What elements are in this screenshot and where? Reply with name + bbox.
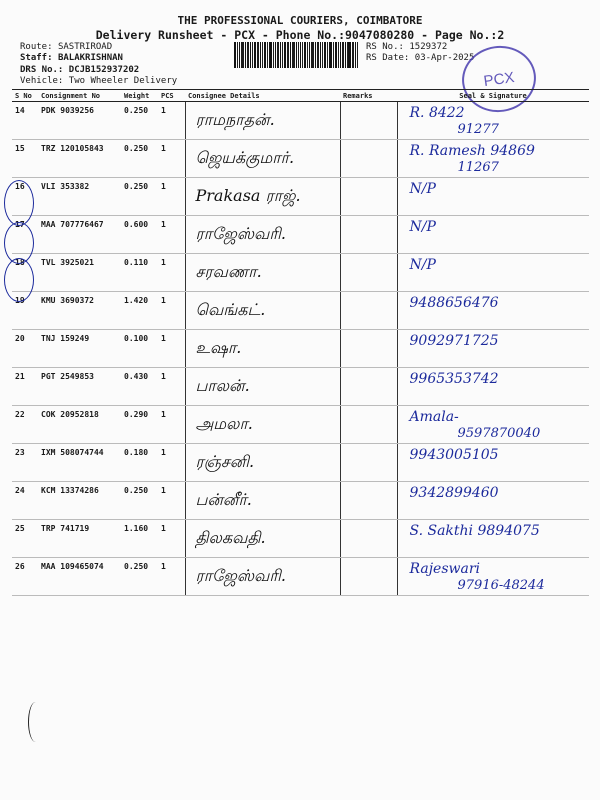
row-remarks	[340, 292, 397, 330]
route-line: Route: SASTRIROAD	[20, 42, 113, 52]
col-pcs: PCS	[158, 90, 185, 102]
row-pcs: 1	[158, 558, 185, 596]
row-pcs: 1	[158, 292, 185, 330]
table-header	[12, 90, 589, 102]
row-remarks	[340, 330, 397, 368]
row-pcs: 1	[158, 444, 185, 482]
runsheet-subtitle: Delivery Runsheet - PCX - Phone No.:9047080280 - Page No.:2	[95, 28, 505, 42]
signature-handwriting: 9342899460	[409, 485, 499, 501]
row-sno: 15	[12, 140, 38, 178]
table-row	[12, 254, 589, 292]
row-remarks	[340, 368, 397, 406]
row-seal-signature	[397, 330, 589, 368]
row-weight: 0.100	[121, 330, 158, 368]
signature-handwriting: N/P	[409, 181, 436, 197]
row-pcs: 1	[158, 406, 185, 444]
row-weight: 0.250	[121, 482, 158, 520]
consignee-handwriting: ராஜேஸ்வரி.	[195, 224, 286, 243]
table-row	[12, 102, 589, 140]
row-sno: 23	[12, 444, 38, 482]
consignee-handwriting: வெங்கட்.	[195, 300, 266, 319]
runsheet-table	[12, 89, 589, 596]
signature-handwriting: N/P	[409, 257, 436, 273]
table-row	[12, 406, 589, 444]
row-consignment-no: TNJ 159249	[38, 330, 121, 368]
signature-handwriting-2: 11267	[457, 160, 499, 175]
row-consignee-details	[185, 520, 340, 558]
row-weight: 0.250	[121, 102, 158, 140]
row-seal-signature	[397, 178, 589, 216]
rs-date-value: 03-Apr-2025	[414, 53, 475, 63]
row-seal-signature	[397, 216, 589, 254]
staff-line: Staff: BALAKRISHNAN	[20, 53, 123, 63]
consignee-handwriting: Prakasa ராஜ்.	[195, 186, 301, 205]
consignee-handwriting: திலகவதி.	[195, 528, 266, 547]
row-seal-signature	[397, 444, 589, 482]
row-consignee-details	[185, 178, 340, 216]
signature-handwriting: R. Ramesh 94869	[409, 143, 535, 159]
table-row	[12, 558, 589, 596]
row-consignment-no: TVL 3925021	[38, 254, 121, 292]
signature-handwriting: 9092971725	[409, 333, 499, 349]
consignee-handwriting: ராஜேஸ்வரி.	[195, 566, 286, 585]
pen-circle-18	[4, 258, 34, 302]
signature-handwriting: N/P	[409, 219, 436, 235]
signature-handwriting: 9943005105	[409, 447, 499, 463]
consignee-handwriting: அமலா.	[195, 414, 253, 433]
route-value: SASTRIROAD	[57, 42, 113, 52]
row-sno: 24	[12, 482, 38, 520]
row-sno: 21	[12, 368, 38, 406]
row-seal-signature	[397, 102, 589, 140]
row-consignee-details	[185, 330, 340, 368]
row-consignee-details	[185, 254, 340, 292]
table-row	[12, 330, 589, 368]
row-sno: 16	[12, 178, 38, 216]
row-seal-signature	[397, 368, 589, 406]
row-pcs: 1	[158, 140, 185, 178]
row-sno: 19	[12, 292, 38, 330]
row-seal-signature	[397, 520, 589, 558]
signature-handwriting: 9488656476	[409, 295, 499, 311]
row-remarks	[340, 558, 397, 596]
row-sno: 22	[12, 406, 38, 444]
row-consignment-no: VLI 353382	[38, 178, 121, 216]
rs-date-line: RS Date: 03-Apr-2025	[366, 53, 475, 63]
table-row	[12, 368, 589, 406]
row-pcs: 1	[158, 482, 185, 520]
row-consignee-details	[185, 368, 340, 406]
barcode	[234, 42, 359, 68]
row-weight: 0.290	[121, 406, 158, 444]
consignee-handwriting: பாலன்.	[195, 376, 250, 395]
pen-circle-16	[4, 180, 34, 226]
row-consignee-details	[185, 292, 340, 330]
row-seal-signature	[397, 292, 589, 330]
row-sno: 20	[12, 330, 38, 368]
table-row	[12, 520, 589, 558]
row-pcs: 1	[158, 216, 185, 254]
row-weight: 0.110	[121, 254, 158, 292]
signature-handwriting: R. 8422	[409, 105, 465, 121]
row-weight: 0.250	[121, 178, 158, 216]
row-remarks	[340, 140, 397, 178]
drs-line: DRS No.: DCJB152937202	[20, 65, 140, 75]
table-row	[12, 292, 589, 330]
table-row	[12, 140, 589, 178]
row-consignee-details	[185, 102, 340, 140]
row-remarks	[340, 216, 397, 254]
row-consignee-details	[185, 140, 340, 178]
vehicle-line: Vehicle: Two Wheeler Delivery	[20, 76, 178, 86]
row-consignment-no: TRZ 120105843	[38, 140, 121, 178]
company-title: THE PROFESSIONAL COURIERS, COIMBATORE	[177, 14, 423, 27]
row-pcs: 1	[158, 368, 185, 406]
signature-handwriting: Amala-	[409, 409, 459, 425]
row-seal-signature	[397, 140, 589, 178]
table-row	[12, 444, 589, 482]
row-weight: 0.250	[121, 140, 158, 178]
row-consignee-details	[185, 482, 340, 520]
row-seal-signature	[397, 254, 589, 292]
row-remarks	[340, 102, 397, 140]
row-consignment-no: KCM 13374286	[38, 482, 121, 520]
signature-handwriting-2: 9597870040	[457, 426, 541, 441]
col-consignment: Consignment No	[38, 90, 121, 102]
signature-handwriting-2: 97916-48244	[457, 578, 545, 593]
row-consignment-no: KMU 3690372	[38, 292, 121, 330]
row-seal-signature	[397, 406, 589, 444]
consignee-handwriting: பன்னீர்.	[195, 490, 252, 509]
row-sno: 26	[12, 558, 38, 596]
row-weight: 0.180	[121, 444, 158, 482]
staff-value: BALAKRISHNAN	[57, 53, 123, 63]
table-row	[12, 178, 589, 216]
pcx-stamp: PCX	[458, 41, 540, 117]
row-remarks	[340, 178, 397, 216]
col-sno: S No	[12, 90, 38, 102]
row-consignment-no: COK 20952818	[38, 406, 121, 444]
signature-handwriting: S. Sakthi 9894075	[409, 523, 540, 539]
row-remarks	[340, 406, 397, 444]
rs-no-value: 1529372	[409, 42, 448, 52]
consignee-handwriting: ரஞ்சனி.	[195, 452, 255, 471]
row-seal-signature	[397, 558, 589, 596]
consignee-handwriting: உஷா.	[195, 338, 242, 357]
row-pcs: 1	[158, 102, 185, 140]
row-remarks	[340, 254, 397, 292]
signature-handwriting: 9965353742	[409, 371, 499, 387]
row-weight: 0.600	[121, 216, 158, 254]
table-row	[12, 482, 589, 520]
table-row	[12, 216, 589, 254]
row-sno: 17	[12, 216, 38, 254]
vehicle-value: Two Wheeler Delivery	[68, 76, 178, 86]
row-remarks	[340, 444, 397, 482]
signature-handwriting: Rajeswari	[409, 561, 481, 577]
row-consignee-details	[185, 406, 340, 444]
consignee-handwriting: ஜெயக்குமார்.	[195, 148, 295, 167]
row-weight: 0.250	[121, 558, 158, 596]
row-remarks	[340, 482, 397, 520]
row-weight: 1.420	[121, 292, 158, 330]
row-pcs: 1	[158, 330, 185, 368]
col-remarks: Remarks	[340, 90, 397, 102]
consignee-handwriting: சரவணா.	[195, 262, 262, 281]
pen-mark	[28, 702, 43, 742]
row-consignment-no: MAA 707776467	[38, 216, 121, 254]
row-consignment-no: TRP 741719	[38, 520, 121, 558]
row-sno: 14	[12, 102, 38, 140]
row-consignee-details	[185, 216, 340, 254]
rs-no-line: RS No.: 1529372	[366, 42, 448, 52]
row-pcs: 1	[158, 254, 185, 292]
row-sno: 18	[12, 254, 38, 292]
row-seal-signature	[397, 482, 589, 520]
row-pcs: 1	[158, 178, 185, 216]
row-consignment-no: PDK 9039256	[38, 102, 121, 140]
col-weight: Weight	[121, 90, 158, 102]
row-consignment-no: MAA 109465074	[38, 558, 121, 596]
col-seal-signature: Seal & Signature	[397, 90, 589, 102]
row-pcs: 1	[158, 520, 185, 558]
row-weight: 0.430	[121, 368, 158, 406]
row-consignment-no: IXM 508074744	[38, 444, 121, 482]
row-remarks	[340, 520, 397, 558]
row-consignee-details	[185, 444, 340, 482]
drs-value: DCJB152937202	[68, 65, 140, 75]
row-consignment-no: PGT 2549853	[38, 368, 121, 406]
consignee-handwriting: ராமநாதன்.	[195, 110, 275, 129]
row-weight: 1.160	[121, 520, 158, 558]
signature-handwriting-2: 91277	[457, 122, 499, 137]
row-consignee-details	[185, 558, 340, 596]
row-sno: 25	[12, 520, 38, 558]
col-consignee: Consignee Details	[185, 90, 340, 102]
